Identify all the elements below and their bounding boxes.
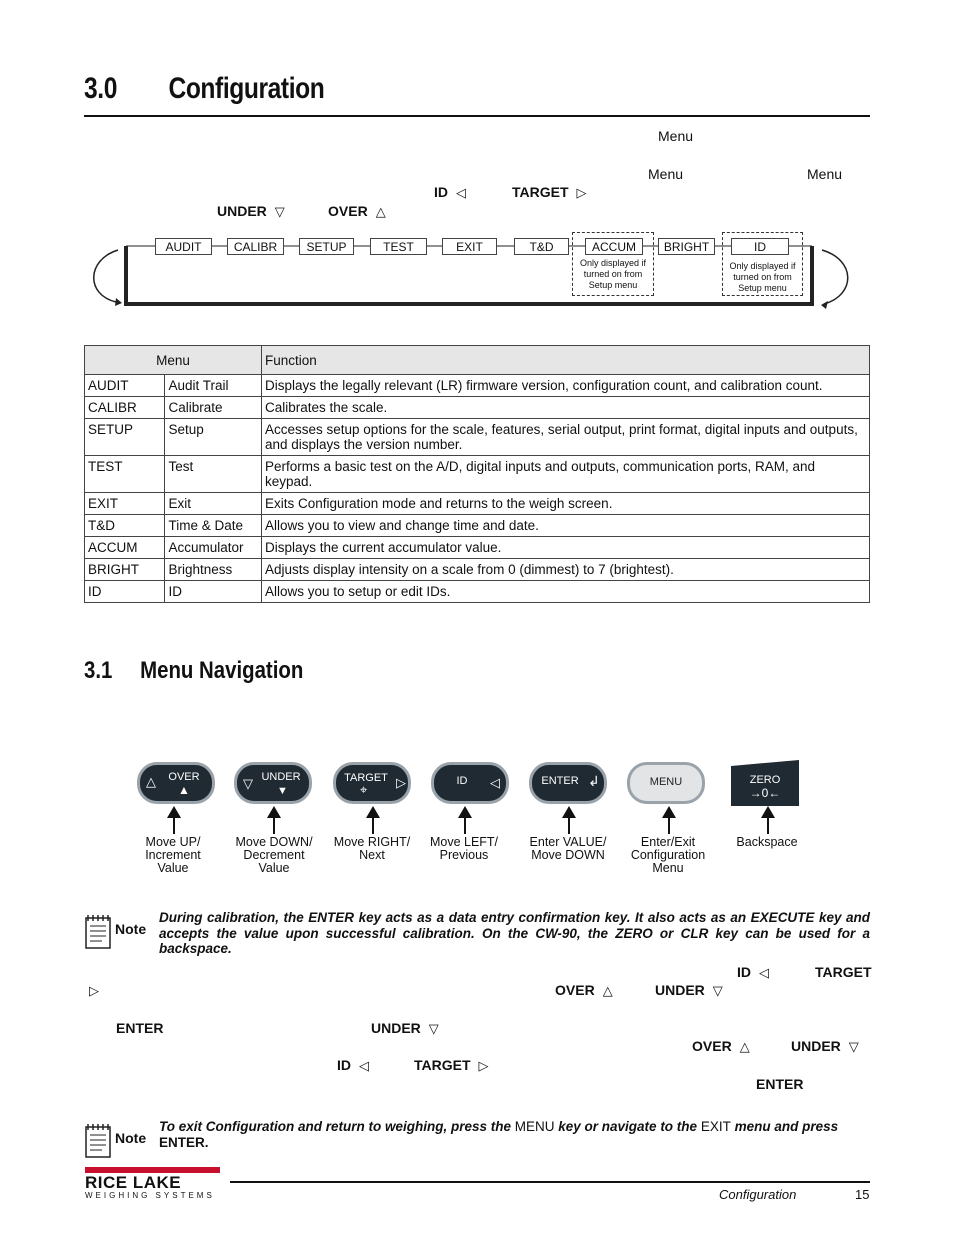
nav-target-label: TARGET [815, 964, 872, 980]
header-function: Function [262, 346, 870, 375]
nav-enter-label: ENTER [116, 1020, 164, 1036]
left-triangle-icon: ◁ [490, 775, 500, 790]
table-row [85, 375, 870, 397]
row-code: ACCUM [85, 537, 165, 559]
menu-item-test: TEST [370, 238, 427, 255]
nav-under-label: UNDER ▽ [655, 982, 723, 998]
menu-key-caption: Enter/Exit Configuration Menu [630, 835, 706, 875]
row-name: Setup [165, 419, 262, 456]
id-key-label: ID ◁ [434, 184, 466, 200]
nav-id-label: ID ◁ [737, 964, 769, 980]
zero-key-label: ZERO [749, 774, 781, 786]
row-code: BRIGHT [85, 559, 165, 581]
menu-item-calibr: CALIBR [227, 238, 284, 255]
target-key-caption: Move RIGHT/ Next [333, 835, 411, 862]
table-row [85, 515, 870, 537]
section-title [84, 72, 324, 106]
note-label: Note [115, 921, 147, 937]
row-desc: Performs a basic test on the A/D, digital inputs and outputs, communication ports, RAM, and keypad. [262, 456, 870, 493]
enter-key-label: ENTER [541, 775, 579, 787]
row-code: SETUP [85, 419, 165, 456]
row-name: Calibrate [165, 397, 262, 419]
footer-section: Configuration [719, 1187, 797, 1202]
over-key [137, 762, 215, 804]
under-key-caption: Move DOWN/ Decrement Value [235, 835, 313, 875]
id-conditional-note: Only displayed if turned on from Setup menu [724, 261, 801, 294]
row-code: ID [85, 581, 165, 603]
note-calibration: During calibration, the ENTER key acts as a data entry confirmation key. It also acts as an EXECUTE key and accepts the value upon successful calibration. On the CW-90, the ZERO or CLR key can be used for a backspace. [159, 910, 870, 956]
nav-enter-label-2: ENTER [756, 1076, 804, 1092]
subsection-title [84, 657, 303, 685]
row-desc: Displays the current accumulator value. [262, 537, 870, 559]
footer-rule [230, 1181, 870, 1183]
row-desc: Calibrates the scale. [262, 397, 870, 419]
target-key-label: TARGET [344, 772, 388, 784]
row-name: Exit [165, 493, 262, 515]
row-code: EXIT [85, 493, 165, 515]
row-code: CALIBR [85, 397, 165, 419]
menu-item-exit: EXIT [442, 238, 497, 255]
id-key-label: ID [456, 775, 468, 787]
menu-item-id: ID [731, 238, 789, 255]
nav-over-label: OVER △ [555, 982, 613, 998]
menu-item-td: T&D [514, 238, 569, 255]
note-exit: To exit Configuration and return to weighing, press the MENU key or navigate to the EXIT menu and press ENTER. [159, 1119, 839, 1150]
row-desc: Adjusts display intensity on a scale from 0 (dimmest) to 7 (brightest). [262, 559, 870, 581]
subsection-title-text: Menu Navigation [140, 657, 304, 684]
arrow-icon [273, 816, 275, 834]
table-row [85, 397, 870, 419]
row-code: AUDIT [85, 375, 165, 397]
subsection-number: 3.1 [84, 657, 113, 684]
under-key-label: UNDER ▽ [217, 203, 285, 219]
row-desc: Displays the legally relevant (LR) firmware version, configuration count, and calibration count. [262, 375, 870, 397]
page-number: 15 [855, 1187, 870, 1202]
nav-id-label-2: ID ◁ [337, 1057, 369, 1073]
table-row [85, 493, 870, 515]
id-key-caption: Move LEFT/ Previous [429, 835, 499, 862]
menu-item-bright: BRIGHT [658, 238, 715, 255]
row-name: Brightness [165, 559, 262, 581]
over-key-label: OVER [168, 771, 200, 783]
logo-text: RICE LAKE [85, 1173, 182, 1192]
table-header-row [85, 346, 870, 375]
under-key-label: UNDER [261, 771, 301, 783]
menu-table [84, 345, 870, 603]
nav-over-label-2: OVER △ [692, 1038, 750, 1054]
menu-label-3: Menu [807, 166, 843, 182]
row-desc: Accesses setup options for the scale, features, serial output, print format, digital inputs and outputs, and displays the version number. [262, 419, 870, 456]
row-desc: Allows you to setup or edit IDs. [262, 581, 870, 603]
arrow-icon [372, 816, 374, 834]
target-key [333, 762, 411, 804]
table-row [85, 537, 870, 559]
table-row [85, 456, 870, 493]
menu-item-audit: AUDIT [155, 238, 212, 255]
arrow-icon [464, 816, 466, 834]
title-rule [84, 115, 870, 117]
target-key-label: TARGET ▷ [512, 184, 587, 200]
logo-subtext: WEIGHING SYSTEMS [85, 1191, 215, 1200]
down-triangle-icon: ▽ [243, 776, 253, 791]
over-key-caption: Move UP/ Increment Value [145, 835, 201, 875]
id-key [431, 762, 509, 804]
accum-conditional-note: Only displayed if turned on from Setup menu [574, 258, 652, 291]
nav-under-label-3: UNDER ▽ [791, 1038, 859, 1054]
menu-label-2: Menu [648, 166, 684, 182]
row-name: ID [165, 581, 262, 603]
arrow-icon [767, 816, 769, 834]
row-name: Audit Trail [165, 375, 262, 397]
zero-key-caption: Backspace [736, 835, 798, 849]
section-title-text: Configuration [168, 72, 325, 105]
menu-label-1: Menu [658, 128, 694, 144]
header-menu: Menu [85, 346, 262, 375]
row-name: Test [165, 456, 262, 493]
right-triangle-icon: ▷ [396, 775, 406, 790]
enter-key [529, 762, 607, 804]
note-label: Note [115, 1130, 147, 1146]
section-number: 3.0 [84, 72, 117, 105]
table-row [85, 581, 870, 603]
menu-item-setup: SETUP [299, 238, 354, 255]
arrow-icon [173, 816, 175, 834]
enter-key-caption: Enter VALUE/ Move DOWN [529, 835, 607, 862]
row-code: T&D [85, 515, 165, 537]
row-code: TEST [85, 456, 165, 493]
up-arrow-icon: ▲ [178, 783, 190, 797]
row-name: Time & Date [165, 515, 262, 537]
up-triangle-icon: △ [146, 774, 156, 789]
arrow-icon [568, 816, 570, 834]
down-arrow-icon: ▼ [277, 785, 288, 797]
arrow-icon [668, 816, 670, 834]
nav-target-label-2: TARGET ▷ [414, 1057, 489, 1073]
crosshair-icon: ⌖ [360, 782, 368, 797]
enter-arrow-icon: ↲ [588, 773, 600, 789]
row-desc: Exits Configuration mode and returns to the weigh screen. [262, 493, 870, 515]
zero-icon: →0← [749, 786, 781, 800]
nav-under-label-2: UNDER ▽ [371, 1020, 439, 1036]
menu-key [627, 762, 705, 804]
right-triangle-icon: ▷ [89, 983, 99, 998]
menu-key-label: MENU [649, 776, 683, 788]
over-key-label: OVER △ [328, 203, 386, 219]
under-key [234, 762, 312, 804]
menu-item-accum: ACCUM [585, 238, 643, 255]
row-name: Accumulator [165, 537, 262, 559]
row-desc: Allows you to view and change time and date. [262, 515, 870, 537]
table-row [85, 559, 870, 581]
table-row [85, 419, 870, 456]
